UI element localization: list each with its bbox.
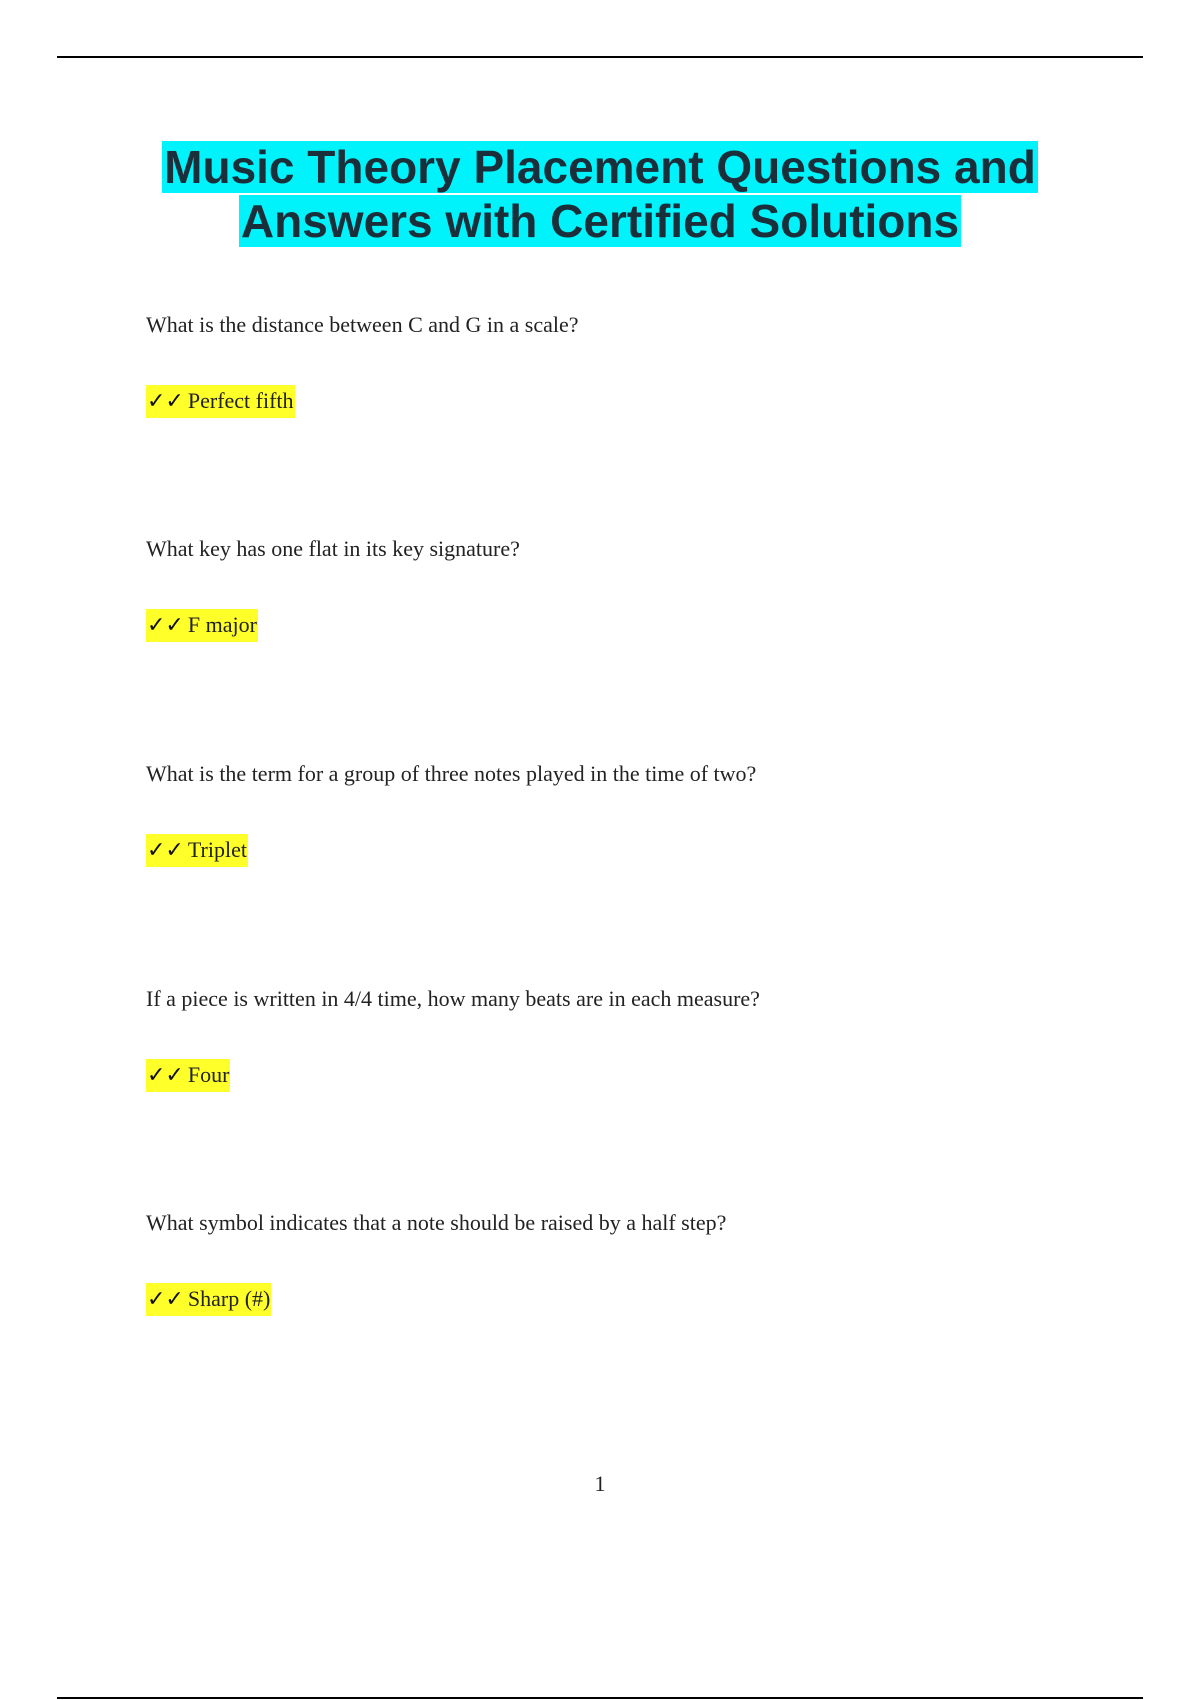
- answer-text: [146, 1283, 271, 1316]
- answer-text: [146, 609, 258, 642]
- answer-value: F major: [187, 612, 257, 637]
- answer-value: Sharp (#): [187, 1286, 271, 1311]
- question-text: What is the term for a group of three notes played in the time of two?: [146, 761, 757, 786]
- title-line-2: Answers with Certified Solutions: [240, 195, 960, 247]
- title-line-1: Music Theory Placement Questions and: [164, 141, 1036, 193]
- answer-text: [146, 1059, 230, 1092]
- page-title: [0, 140, 1200, 248]
- question-text: What is the distance between C and G in a scale?: [146, 312, 579, 337]
- double-check-icon: ✓✓: [147, 1063, 184, 1088]
- answer-value: Four: [187, 1062, 230, 1087]
- top-rule: [57, 56, 1143, 58]
- double-check-icon: ✓✓: [147, 838, 184, 863]
- answer-text: [146, 385, 295, 418]
- page-number: 1: [594, 1471, 606, 1496]
- question-text: What symbol indicates that a note should be raised by a half step?: [146, 1210, 727, 1235]
- answer-value: Triplet: [187, 837, 247, 862]
- answer-value: Perfect fifth: [187, 388, 294, 413]
- answer-text: [146, 834, 248, 867]
- double-check-icon: ✓✓: [147, 389, 184, 414]
- question-text: What key has one flat in its key signature?: [146, 536, 520, 561]
- double-check-icon: ✓✓: [147, 613, 184, 638]
- double-check-icon: ✓✓: [147, 1287, 184, 1312]
- bottom-rule: [57, 1697, 1143, 1699]
- question-text: If a piece is written in 4/4 time, how many beats are in each measure?: [146, 986, 760, 1011]
